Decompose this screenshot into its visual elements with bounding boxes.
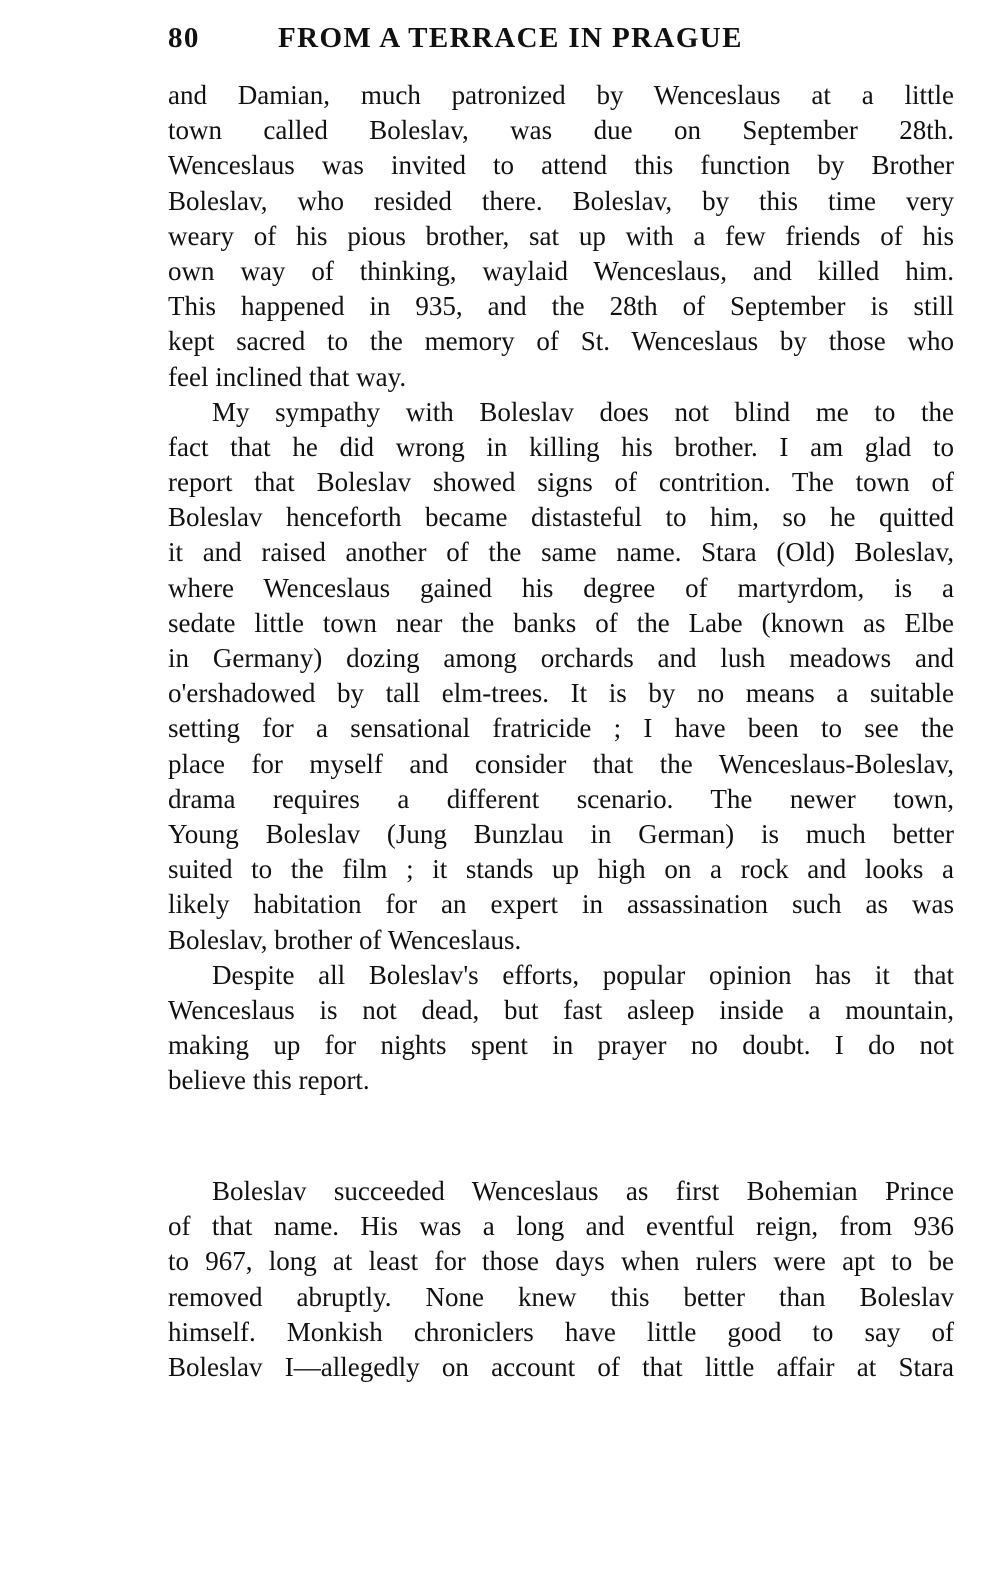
text-line: sedate little town near the banks of the Labe (known as Elbe: [168, 607, 954, 638]
text-line: where Wenceslaus gained his degree of martyrdom, is a: [168, 572, 954, 603]
text-line: believe this report.: [168, 1065, 370, 1096]
text-line: kept sacred to the memory of St. Wenceslaus by those who: [168, 326, 954, 357]
text-line: place for myself and consider that the Wenceslaus-Boleslav,: [168, 748, 954, 779]
running-head: [168, 22, 858, 62]
text-line: himself. Monkish chroniclers have little good to say of: [168, 1316, 954, 1347]
text-line: My sympathy with Boleslav does not blind me to the: [212, 396, 954, 427]
text-line: report that Boleslav showed signs of contrition. The town of: [168, 467, 954, 498]
text-line: Boleslav I—allegedly on account of that little affair at Stara: [168, 1351, 954, 1382]
text-line: Boleslav succeeded Wenceslaus as first Bohemian Prince: [212, 1176, 954, 1206]
body-text-section-1: [168, 78, 954, 1098]
running-title: FROM A TERRACE IN PRAGUE: [278, 22, 743, 54]
text-line: own way of thinking, waylaid Wenceslaus, and killed him.: [168, 255, 954, 286]
page-number: 80: [168, 22, 200, 54]
text-line: Boleslav, who resided there. Boleslav, by this time very: [168, 185, 954, 216]
text-line: of that name. His was a long and eventful reign, from 936: [168, 1211, 954, 1242]
text-line: town called Boleslav, was due on September 28th.: [168, 115, 954, 146]
text-line: drama requires a different scenario. The newer town,: [168, 783, 954, 814]
text-line: it and raised another of the same name. Stara (Old) Boleslav,: [168, 537, 954, 568]
text-line: weary of his pious brother, sat up with a few friends of his: [168, 220, 954, 251]
text-line: Boleslav henceforth became distasteful to him, so he quitted: [168, 502, 954, 533]
text-line: fact that he did wrong in killing his brother. I am glad to: [168, 431, 954, 462]
text-line: removed abruptly. None knew this better than Boleslav: [168, 1281, 954, 1312]
text-line: in Germany) dozing among orchards and lush meadows and: [168, 643, 954, 673]
text-line: This happened in 935, and the 28th of September is still: [168, 291, 954, 322]
text-line: o'ershadowed by tall elm-trees. It is by no means a suitable: [168, 678, 954, 709]
body-text-section-2: [168, 1174, 954, 1385]
text-line: and Damian, much patronized by Wenceslaus at a little: [168, 80, 954, 110]
text-line: likely habitation for an expert in assassination such as was: [168, 889, 954, 920]
text-line: Wenceslaus is not dead, but fast asleep inside a mountain,: [168, 994, 954, 1025]
text-line: Young Boleslav (Jung Bunzlau in German) is much better: [168, 818, 954, 849]
text-line: Despite all Boleslav's efforts, popular opinion has it that: [212, 959, 954, 990]
text-line: Boleslav, brother of Wenceslaus.: [168, 924, 522, 955]
text-line: setting for a sensational fratricide ; I have been to see the: [168, 713, 954, 744]
text-line: to 967, long at least for those days when rulers were apt to be: [168, 1246, 954, 1277]
text-line: Wenceslaus was invited to attend this function by Brother: [168, 150, 954, 181]
text-line: feel inclined that way.: [168, 361, 407, 392]
text-line: suited to the film ; it stands up high on a rock and looks a: [168, 854, 954, 885]
text-line: making up for nights spent in prayer no doubt. I do not: [168, 1030, 954, 1061]
